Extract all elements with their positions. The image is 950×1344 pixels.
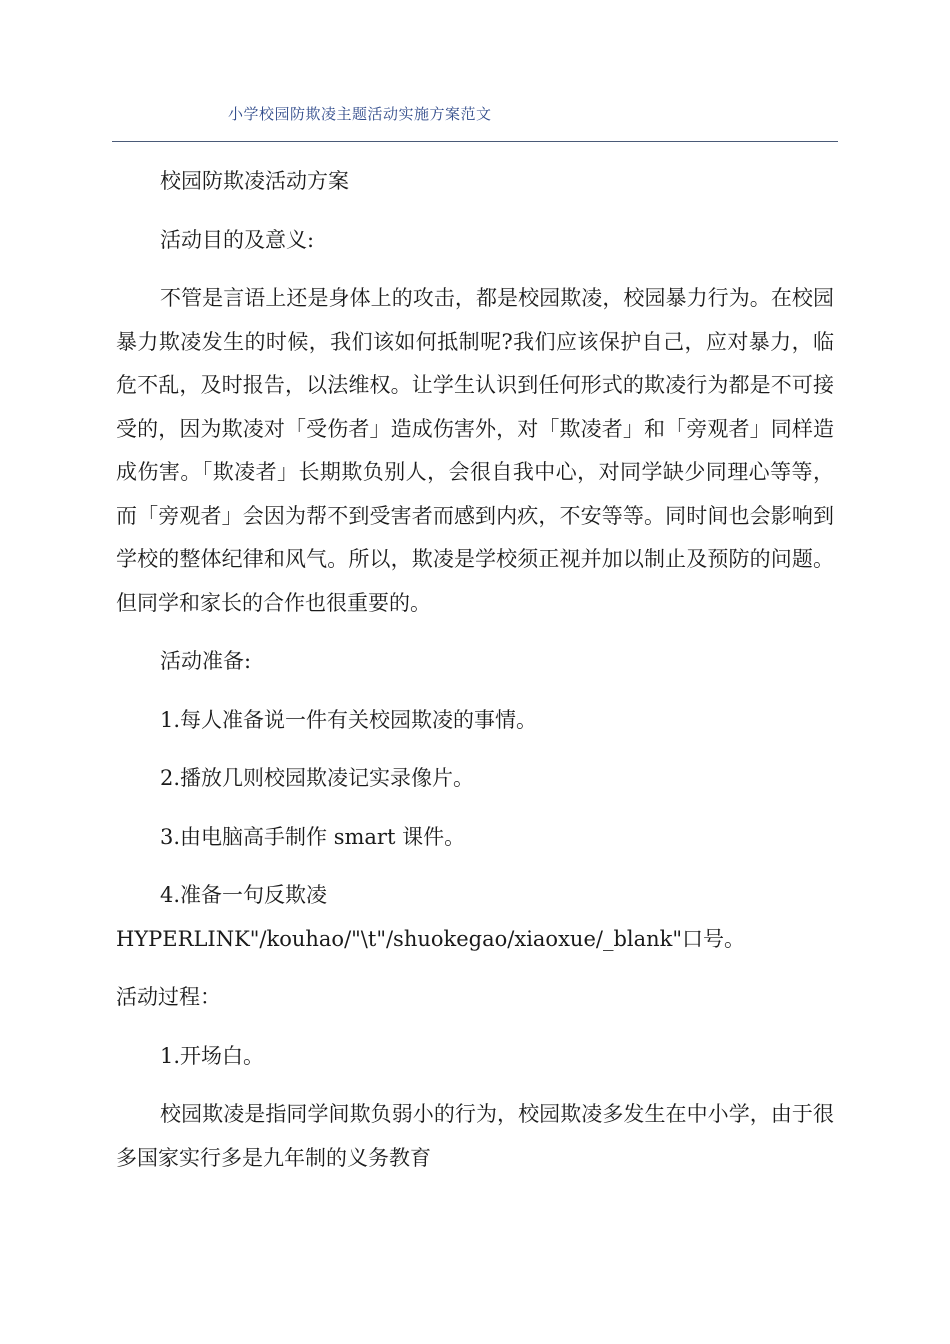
purpose-label: 活动目的及意义: bbox=[160, 227, 315, 252]
header-title: 小学校园防欺凌主题活动实施方案范文 bbox=[228, 105, 492, 123]
purpose-paragraph: 不管是言语上还是身体上的攻击，都是校园欺凌，校园暴力行为。在校园暴力欺凌发生的时候，我们该如何抵制呢?我们应该保护自己，应对暴力，临危不乱，及时报告，以法维权。让学生认识到任何形式的欺凌行为都是不可接受的，因为欺凌对「受伤者」造成伤害外，对「欺凌者」和「旁观者」同样造成伤害。「欺凌者」长期欺负别人，会很自我中心，对同学缺少同理心等等，而「旁观者」会因为帮不到受害者而感到内疚，不安等等。同时间也会影响到学校的整体纪律和风气。所以，欺凌是学校须正视并加以制止及预防的问题。但同学和家长的合作也很重要的。 bbox=[116, 286, 834, 615]
prep-item-4-text: 4.准备一句反欺凌 bbox=[160, 883, 328, 907]
document-heading: 校园防欺凌活动方案 bbox=[160, 169, 349, 193]
prep-item-2: 2.播放几则校园欺凌记实录像片。 bbox=[160, 766, 475, 790]
process-paragraph: 校园欺凌是指同学间欺负弱小的行为，校园欺凌多发生在中小学，由于很多国家实行多是九年制的义务教育 bbox=[116, 1102, 834, 1170]
prep-item-4-hyperlink-code: HYPERLINK"/kouhao/"\t"/shuokegao/xiaoxue/_blank"口号。 bbox=[116, 926, 746, 951]
prep-item-4 bbox=[116, 874, 834, 961]
process-label: 活动过程： bbox=[116, 985, 221, 1009]
document-body bbox=[116, 160, 834, 1195]
prep-label: 活动准备: bbox=[160, 649, 252, 673]
prep-item-3: 3.由电脑高手制作 smart 课件。 bbox=[160, 824, 466, 849]
prep-item-1: 1.每人准备说一件有关校园欺凌的事情。 bbox=[160, 707, 538, 732]
process-step-1: 1.开场白。 bbox=[160, 1043, 265, 1068]
header-divider bbox=[112, 141, 838, 142]
